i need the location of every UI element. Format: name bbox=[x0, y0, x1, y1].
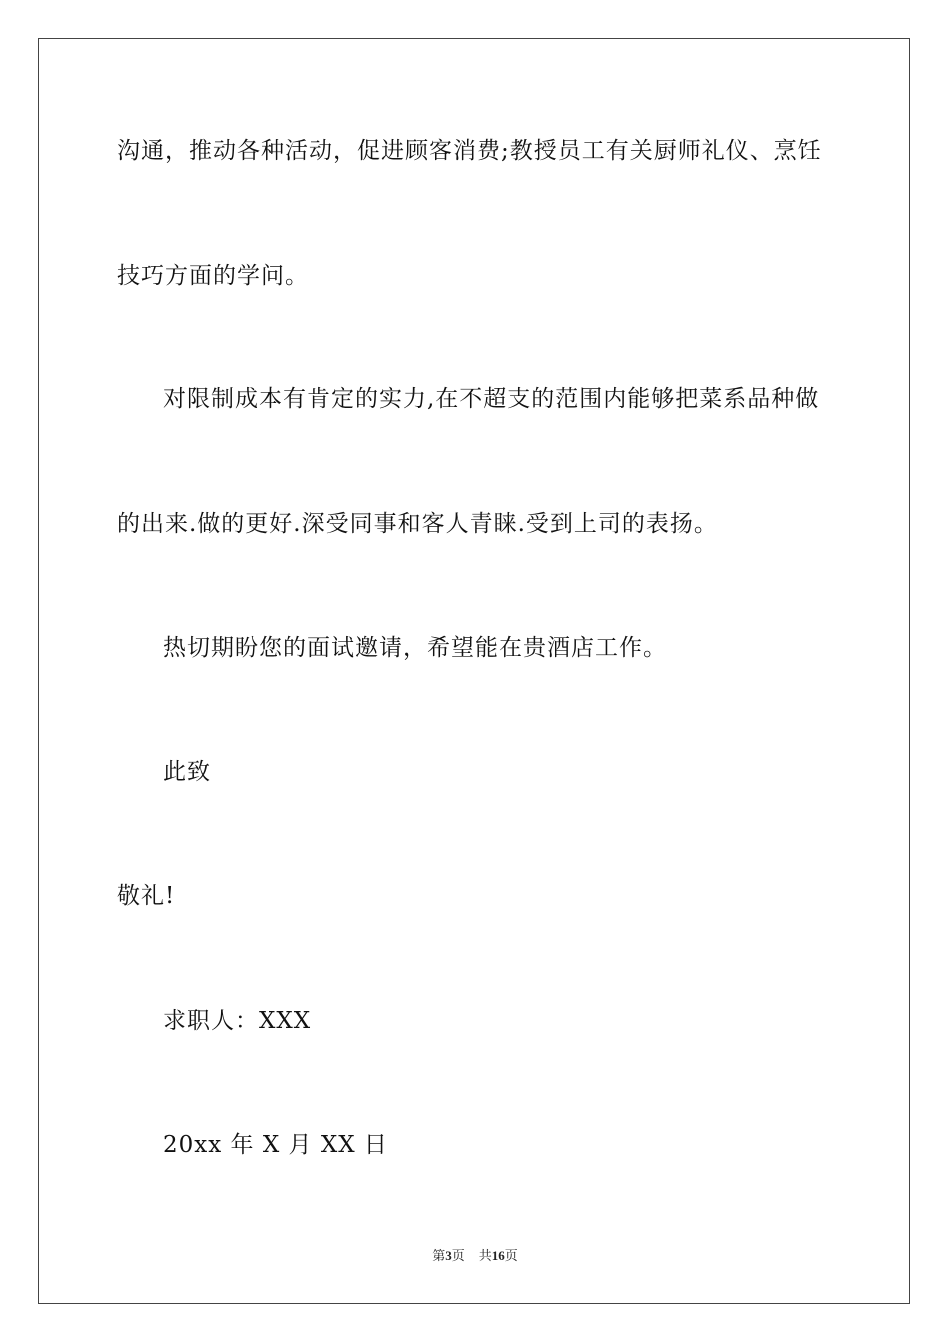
footer-total-number: 16 bbox=[491, 1248, 505, 1263]
applicant-signature: 求职人：XXX bbox=[163, 1008, 312, 1034]
footer-page-number: 3 bbox=[445, 1248, 452, 1263]
footer-total-prefix: 共 bbox=[478, 1248, 492, 1263]
footer-total-suffix: 页 bbox=[504, 1248, 518, 1263]
paragraph-line-2: 技巧方面的学问。 bbox=[117, 263, 309, 289]
paragraph-line-4: 的出来.做的更好.深受同事和客人青睐.受到上司的表扬。 bbox=[117, 511, 718, 537]
paragraph-line-3: 对限制成本有肯定的实力,在不超支的范围内能够把菜系品种做 bbox=[163, 386, 820, 412]
footer-page-prefix: 第 bbox=[432, 1248, 446, 1263]
closing-salutation: 此致 bbox=[163, 759, 211, 785]
page-footer bbox=[0, 1247, 950, 1265]
letter-date: 20xx 年 X 月 XX 日 bbox=[163, 1132, 388, 1158]
footer-page-suffix: 页 bbox=[451, 1248, 465, 1263]
paragraph-line-5: 热切期盼您的面试邀请，希望能在贵酒店工作。 bbox=[163, 635, 667, 661]
page-frame bbox=[38, 38, 910, 1304]
paragraph-line-1: 沟通，推动各种活动，促进顾客消费;教授员工有关厨师礼仪、烹饪 bbox=[117, 138, 822, 164]
closing-respect: 敬礼! bbox=[117, 883, 176, 909]
